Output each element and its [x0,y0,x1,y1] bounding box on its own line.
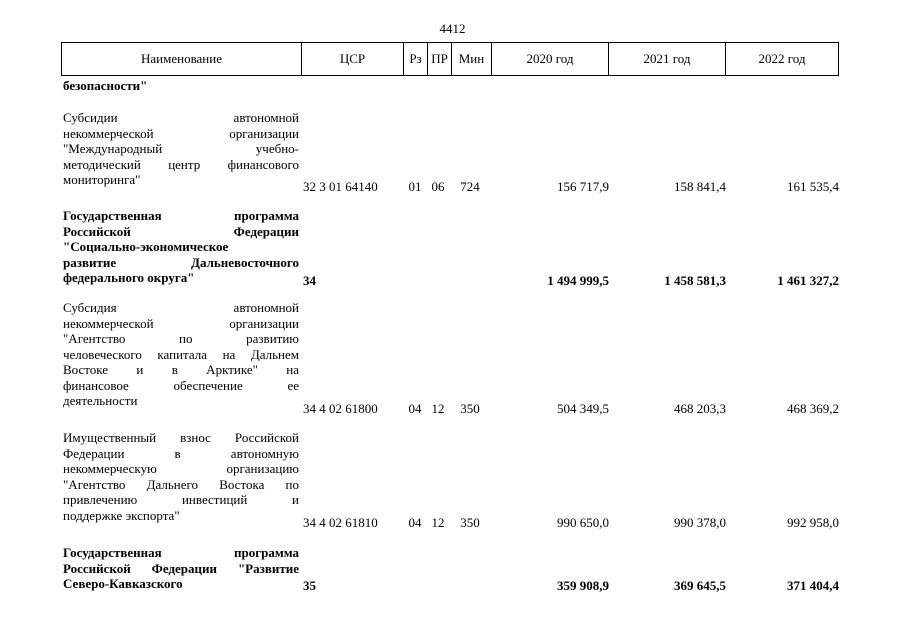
row-name-line: Федерации в автономную [63,445,299,461]
header-name: Наименование [62,43,302,75]
row-name-line: поддержке экспорта" [63,507,180,523]
row-name [63,430,299,523]
cell-2021: 468 203,3 [674,400,726,416]
cell-min: 724 [460,178,480,194]
row-name-line: "Агентство Дальнего Востока по [63,476,299,492]
cell-min: 350 [460,400,480,416]
cell-rz: 04 [408,514,422,530]
cell-2020: 990 650,0 [557,514,609,530]
row-name [63,545,299,592]
row-name-line: "Международный учебно- [63,141,299,156]
cell-2021: 158 841,4 [674,178,726,194]
cell-2021: 1 458 581,3 [664,272,726,288]
row-name-line: "Агентство по развитию [63,331,299,346]
row-name-line: Имущественный взнос Российской [63,430,299,445]
table-row [61,545,839,593]
table-row [61,300,839,416]
page-number: 4412 [439,21,466,36]
row-name-line: Северо-Кавказского [63,576,183,591]
cell-min: 350 [460,514,480,530]
row-name-line: привлечению инвестиций и [63,492,299,507]
cell-2021: 369 645,5 [674,577,726,593]
cell-pr: 12 [431,514,445,530]
cell-2022: 161 535,4 [787,178,839,194]
row-name-line: Субсидия автономной [63,300,299,315]
row-name-line: деятельности [63,393,138,408]
table-row [61,430,839,530]
cell-rz: 01 [408,178,422,194]
header-2022: 2022 год [758,51,806,66]
cell-2022: 468 369,2 [787,400,839,416]
row-name [63,110,299,188]
cell-rz: 04 [408,400,422,416]
header-min: Мин [452,43,492,75]
row-name-line: федерального округа" [63,270,195,285]
row-name-line: мониторинга" [63,172,141,187]
header-2021: 2021 год [609,43,726,75]
row-name-line: развитие Дальневосточного [63,254,299,270]
header-csr: ЦСР [302,43,404,75]
cell-csr: 34 4 02 61800 [303,400,378,416]
row-name-line: Российской Федерации [63,223,299,239]
cell-2020: 359 908,9 [557,577,609,593]
cell-2022: 371 404,4 [787,577,839,593]
row-name-line: человеческого капитала на Дальнем [63,346,299,362]
cell-csr: 34 4 02 61810 [303,514,378,530]
cell-pr: 06 [431,178,445,194]
row-name-line: некоммерческой организации [63,315,299,331]
cell-2022: 1 461 327,2 [777,272,839,288]
cell-2020: 156 717,9 [557,178,609,194]
row-name-line: методический центр финансового [63,156,299,172]
header-2020: 2020 год [492,43,609,75]
row-name-line: некоммерческую организацию [63,461,299,476]
row-name-line: Государственная программа [63,545,299,560]
table-row [61,110,839,194]
row-name-line: Востоке и в Арктике" на [63,362,299,377]
row-name-line: Государственная программа [63,208,299,223]
cell-2021: 990 378,0 [674,514,726,530]
cell-csr: 35 [303,577,316,593]
row-name-line: "Социально-экономическое [63,239,229,254]
table-row [61,78,839,94]
cell-2020: 1 494 999,5 [547,272,609,288]
header-pr: ПР [428,43,452,75]
cell-csr: 34 [303,272,316,288]
cell-2022: 992 958,0 [787,514,839,530]
row-name-line: Субсидии автономной [63,110,299,125]
cell-2020: 504 349,5 [557,400,609,416]
cell-csr: 32 3 01 64140 [303,178,378,194]
row-name [63,300,299,409]
row-name-line: некоммерческой организации [63,125,299,141]
table-row [61,208,839,288]
cell-pr: 12 [431,400,445,416]
table-header [61,42,839,76]
row-name [63,208,299,286]
header-rz: Рз [404,43,428,75]
row-name-line: финансовое обеспечение ее [63,377,299,393]
row-name-line: Российской Федерации "Развитие [63,560,299,576]
row-name-line: безопасности" [63,78,148,93]
row-name [63,78,299,94]
